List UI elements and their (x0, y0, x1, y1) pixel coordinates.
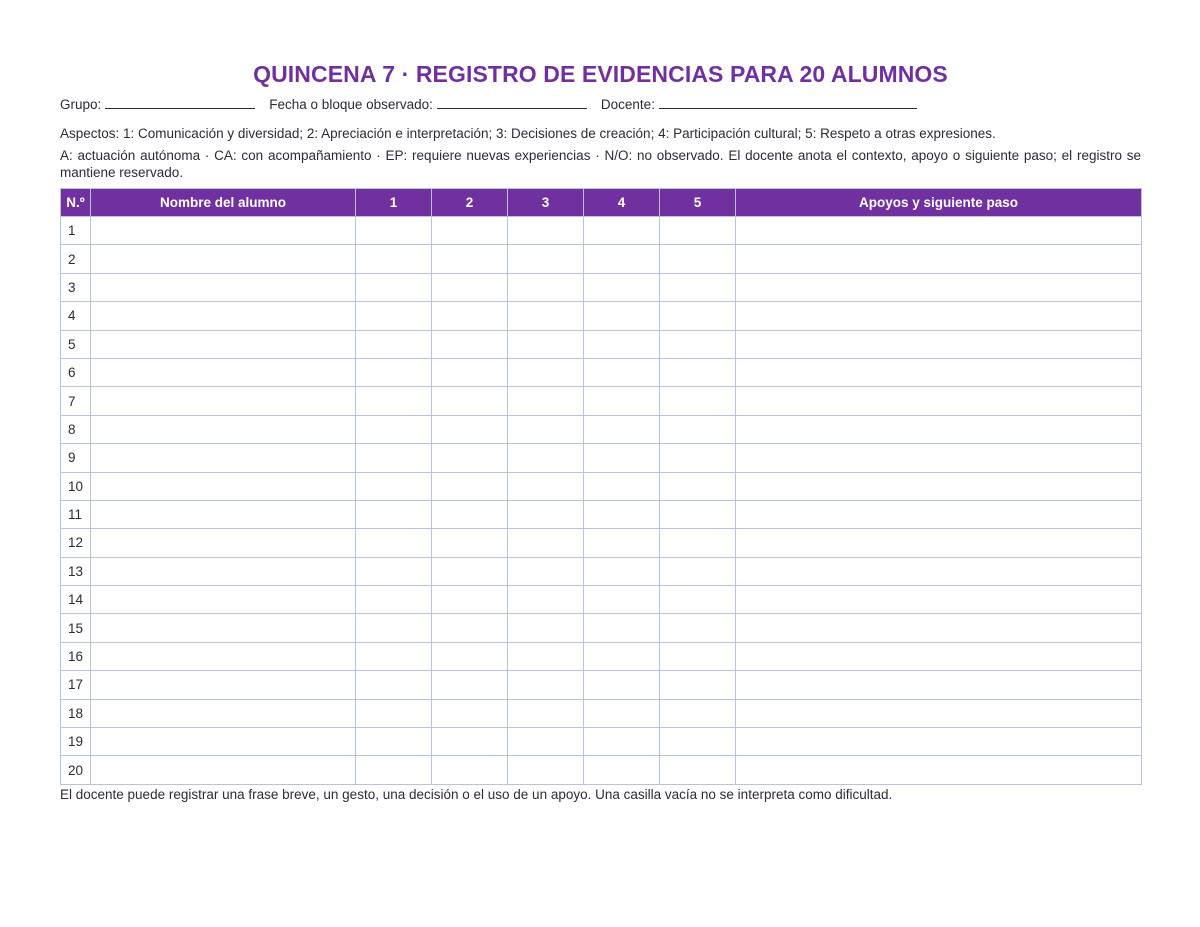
aspect-4-cell[interactable] (584, 330, 660, 358)
table-row (61, 699, 1142, 727)
aspect-1-cell[interactable] (356, 728, 432, 756)
supports-cell[interactable] (736, 302, 1142, 330)
aspect-2-cell[interactable] (432, 642, 508, 670)
table-row (61, 671, 1142, 699)
aspect-4-cell[interactable] (584, 444, 660, 472)
evidence-record-sheet (60, 58, 1141, 816)
aspect-5-cell[interactable] (660, 756, 736, 784)
row-number: 13 (61, 557, 91, 585)
aspect-1-cell[interactable] (356, 500, 432, 528)
aspect-4-cell[interactable] (584, 358, 660, 386)
aspect-3-cell[interactable] (508, 444, 584, 472)
aspect-4-cell[interactable] (584, 387, 660, 415)
aspect-5-cell[interactable] (660, 273, 736, 301)
header-aspect-1: 1 (356, 189, 432, 217)
aspect-2-cell[interactable] (432, 529, 508, 557)
aspect-5-cell[interactable] (660, 728, 736, 756)
aspect-5-cell[interactable] (660, 500, 736, 528)
aspect-2-cell[interactable] (432, 586, 508, 614)
aspect-5-cell[interactable] (660, 387, 736, 415)
aspect-3-cell[interactable] (508, 642, 584, 670)
student-name-cell[interactable] (91, 699, 356, 727)
table-row (61, 358, 1142, 386)
aspect-5-cell[interactable] (660, 444, 736, 472)
aspect-1-cell[interactable] (356, 444, 432, 472)
aspect-3-cell[interactable] (508, 586, 584, 614)
aspect-4-cell[interactable] (584, 642, 660, 670)
aspect-5-cell[interactable] (660, 699, 736, 727)
aspect-5-cell[interactable] (660, 529, 736, 557)
row-number: 14 (61, 586, 91, 614)
supports-cell[interactable] (736, 387, 1142, 415)
evidence-table (60, 188, 1142, 785)
supports-cell[interactable] (736, 330, 1142, 358)
aspect-4-cell[interactable] (584, 671, 660, 699)
supports-cell[interactable] (736, 671, 1142, 699)
aspect-1-cell[interactable] (356, 642, 432, 670)
row-number: 9 (61, 444, 91, 472)
aspect-1-cell[interactable] (356, 245, 432, 273)
date-field (269, 94, 587, 115)
student-name-cell[interactable] (91, 642, 356, 670)
table-row (61, 642, 1142, 670)
aspect-5-cell[interactable] (660, 642, 736, 670)
teacher-blank[interactable] (659, 94, 917, 109)
table-row (61, 756, 1142, 784)
row-number: 8 (61, 415, 91, 443)
page-title: QUINCENA 7 · REGISTRO DE EVIDENCIAS PARA 20 ALUMNOS (253, 61, 948, 87)
student-name-cell[interactable] (91, 671, 356, 699)
row-number: 10 (61, 472, 91, 500)
student-name-cell[interactable] (91, 217, 356, 245)
supports-cell[interactable] (736, 444, 1142, 472)
aspect-3-cell[interactable] (508, 671, 584, 699)
aspect-5-cell[interactable] (660, 302, 736, 330)
row-number: 15 (61, 614, 91, 642)
aspect-1-cell[interactable] (356, 302, 432, 330)
aspect-3-cell[interactable] (508, 217, 584, 245)
aspect-4-cell[interactable] (584, 529, 660, 557)
student-name-cell[interactable] (91, 586, 356, 614)
supports-cell[interactable] (736, 217, 1142, 245)
aspect-2-cell[interactable] (432, 302, 508, 330)
aspect-1-cell[interactable] (356, 217, 432, 245)
aspect-3-cell[interactable] (508, 529, 584, 557)
aspect-1-cell[interactable] (356, 614, 432, 642)
student-name-cell[interactable] (91, 273, 356, 301)
supports-cell[interactable] (736, 529, 1142, 557)
table-row (61, 728, 1142, 756)
aspect-1-cell[interactable] (356, 699, 432, 727)
aspect-2-cell[interactable] (432, 472, 508, 500)
student-name-cell[interactable] (91, 330, 356, 358)
header-aspect-2: 2 (432, 189, 508, 217)
supports-cell[interactable] (736, 614, 1142, 642)
supports-cell[interactable] (736, 245, 1142, 273)
aspect-2-cell[interactable] (432, 217, 508, 245)
row-number: 16 (61, 642, 91, 670)
aspect-4-cell[interactable] (584, 557, 660, 585)
aspect-1-cell[interactable] (356, 273, 432, 301)
row-number: 6 (61, 358, 91, 386)
aspect-3-cell[interactable] (508, 415, 584, 443)
aspect-4-cell[interactable] (584, 273, 660, 301)
teacher-field (601, 94, 917, 115)
student-name-cell[interactable] (91, 245, 356, 273)
supports-cell[interactable] (736, 500, 1142, 528)
aspect-3-cell[interactable] (508, 699, 584, 727)
aspect-3-cell[interactable] (508, 557, 584, 585)
aspect-5-cell[interactable] (660, 557, 736, 585)
aspect-4-cell[interactable] (584, 728, 660, 756)
footer-note: El docente puede registrar una frase breve, un gesto, una decisión o el uso de un apoyo. Una casilla vacía no se interpreta como dificultad. (60, 786, 893, 802)
aspect-1-cell[interactable] (356, 557, 432, 585)
student-name-cell[interactable] (91, 557, 356, 585)
student-name-cell[interactable] (91, 472, 356, 500)
header-student-name: Nombre del alumno (91, 189, 356, 217)
aspect-1-cell[interactable] (356, 671, 432, 699)
header-supports: Apoyos y siguiente paso (736, 189, 1142, 217)
group-blank[interactable] (105, 94, 255, 109)
aspect-5-cell[interactable] (660, 245, 736, 273)
student-name-cell[interactable] (91, 728, 356, 756)
aspect-3-cell[interactable] (508, 302, 584, 330)
table-row (61, 614, 1142, 642)
aspects-note: Aspectos: 1: Comunicación y diversidad; 2: Apreciación e interpretación; 3: Decisiones de creación; 4: Participación cultural; 5: Respeto a otras expresiones. (60, 126, 996, 141)
aspect-2-cell[interactable] (432, 330, 508, 358)
aspect-4-cell[interactable] (584, 586, 660, 614)
aspect-5-cell[interactable] (660, 415, 736, 443)
aspect-1-cell[interactable] (356, 529, 432, 557)
table-row (61, 330, 1142, 358)
aspect-1-cell[interactable] (356, 472, 432, 500)
row-number: 11 (61, 500, 91, 528)
supports-cell[interactable] (736, 273, 1142, 301)
table-row (61, 529, 1142, 557)
aspect-5-cell[interactable] (660, 671, 736, 699)
student-name-cell[interactable] (91, 529, 356, 557)
aspect-3-cell[interactable] (508, 728, 584, 756)
student-name-cell[interactable] (91, 756, 356, 784)
row-number: 2 (61, 245, 91, 273)
aspect-4-cell[interactable] (584, 756, 660, 784)
aspect-3-cell[interactable] (508, 358, 584, 386)
aspect-4-cell[interactable] (584, 217, 660, 245)
table-body (61, 217, 1142, 785)
supports-cell[interactable] (736, 358, 1142, 386)
student-name-cell[interactable] (91, 302, 356, 330)
aspect-2-cell[interactable] (432, 387, 508, 415)
aspect-2-cell[interactable] (432, 245, 508, 273)
aspect-3-cell[interactable] (508, 500, 584, 528)
teacher-label: Docente: (600, 97, 655, 112)
aspect-2-cell[interactable] (432, 273, 508, 301)
legend-note: A: actuación autónoma · CA: con acompañamiento · EP: requiere nuevas experiencias · N/O: no observado. El docente anota el contexto, apoyo o siguiente paso; el registro se mantiene reservado. (60, 148, 1141, 180)
group-label: Grupo: (60, 97, 102, 112)
row-number: 1 (61, 217, 91, 245)
student-name-cell[interactable] (91, 444, 356, 472)
header-aspect-4: 4 (584, 189, 660, 217)
header-fields (60, 94, 1141, 115)
supports-cell[interactable] (736, 642, 1142, 670)
aspect-5-cell[interactable] (660, 358, 736, 386)
student-name-cell[interactable] (91, 415, 356, 443)
table-row (61, 415, 1142, 443)
aspect-4-cell[interactable] (584, 302, 660, 330)
aspect-4-cell[interactable] (584, 415, 660, 443)
aspect-3-cell[interactable] (508, 330, 584, 358)
table-row (61, 500, 1142, 528)
aspect-2-cell[interactable] (432, 728, 508, 756)
row-number: 4 (61, 302, 91, 330)
aspect-3-cell[interactable] (508, 273, 584, 301)
aspect-1-cell[interactable] (356, 415, 432, 443)
aspect-4-cell[interactable] (584, 614, 660, 642)
aspect-5-cell[interactable] (660, 217, 736, 245)
student-name-cell[interactable] (91, 500, 356, 528)
aspect-1-cell[interactable] (356, 586, 432, 614)
date-label: Fecha o bloque observado: (269, 97, 433, 112)
aspect-3-cell[interactable] (508, 387, 584, 415)
aspect-3-cell[interactable] (508, 756, 584, 784)
row-number: 19 (61, 728, 91, 756)
table-row (61, 217, 1142, 245)
row-number: 20 (61, 756, 91, 784)
supports-cell[interactable] (736, 728, 1142, 756)
aspect-2-cell[interactable] (432, 756, 508, 784)
aspect-5-cell[interactable] (660, 586, 736, 614)
row-number: 5 (61, 330, 91, 358)
student-name-cell[interactable] (91, 614, 356, 642)
row-number: 18 (61, 699, 91, 727)
aspect-1-cell[interactable] (356, 330, 432, 358)
aspect-5-cell[interactable] (660, 614, 736, 642)
aspect-5-cell[interactable] (660, 472, 736, 500)
group-field (60, 94, 255, 115)
supports-cell[interactable] (736, 472, 1142, 500)
table-row (61, 586, 1142, 614)
aspect-4-cell[interactable] (584, 699, 660, 727)
table-row (61, 387, 1142, 415)
aspect-3-cell[interactable] (508, 245, 584, 273)
table-row (61, 557, 1142, 585)
table-row (61, 245, 1142, 273)
aspect-2-cell[interactable] (432, 444, 508, 472)
row-number: 17 (61, 671, 91, 699)
aspect-1-cell[interactable] (356, 387, 432, 415)
header-aspect-3: 3 (508, 189, 584, 217)
aspect-1-cell[interactable] (356, 756, 432, 784)
aspect-4-cell[interactable] (584, 500, 660, 528)
aspect-1-cell[interactable] (356, 358, 432, 386)
supports-cell[interactable] (736, 756, 1142, 784)
aspect-2-cell[interactable] (432, 358, 508, 386)
aspect-4-cell[interactable] (584, 472, 660, 500)
aspect-3-cell[interactable] (508, 614, 584, 642)
supports-cell[interactable] (736, 415, 1142, 443)
table-header-row (61, 189, 1142, 217)
header-aspect-5: 5 (660, 189, 736, 217)
supports-cell[interactable] (736, 699, 1142, 727)
aspect-3-cell[interactable] (508, 472, 584, 500)
aspect-4-cell[interactable] (584, 245, 660, 273)
supports-cell[interactable] (736, 586, 1142, 614)
aspect-2-cell[interactable] (432, 699, 508, 727)
table-row (61, 472, 1142, 500)
row-number: 7 (61, 387, 91, 415)
table-row (61, 302, 1142, 330)
aspect-2-cell[interactable] (432, 614, 508, 642)
header-number: N.º (61, 189, 91, 217)
date-blank[interactable] (437, 94, 587, 109)
row-number: 12 (61, 529, 91, 557)
table-row (61, 273, 1142, 301)
student-name-cell[interactable] (91, 387, 356, 415)
aspect-5-cell[interactable] (660, 330, 736, 358)
aspect-2-cell[interactable] (432, 671, 508, 699)
supports-cell[interactable] (736, 557, 1142, 585)
aspect-2-cell[interactable] (432, 415, 508, 443)
row-number: 3 (61, 273, 91, 301)
table-row (61, 444, 1142, 472)
aspect-2-cell[interactable] (432, 557, 508, 585)
student-name-cell[interactable] (91, 358, 356, 386)
aspect-2-cell[interactable] (432, 500, 508, 528)
